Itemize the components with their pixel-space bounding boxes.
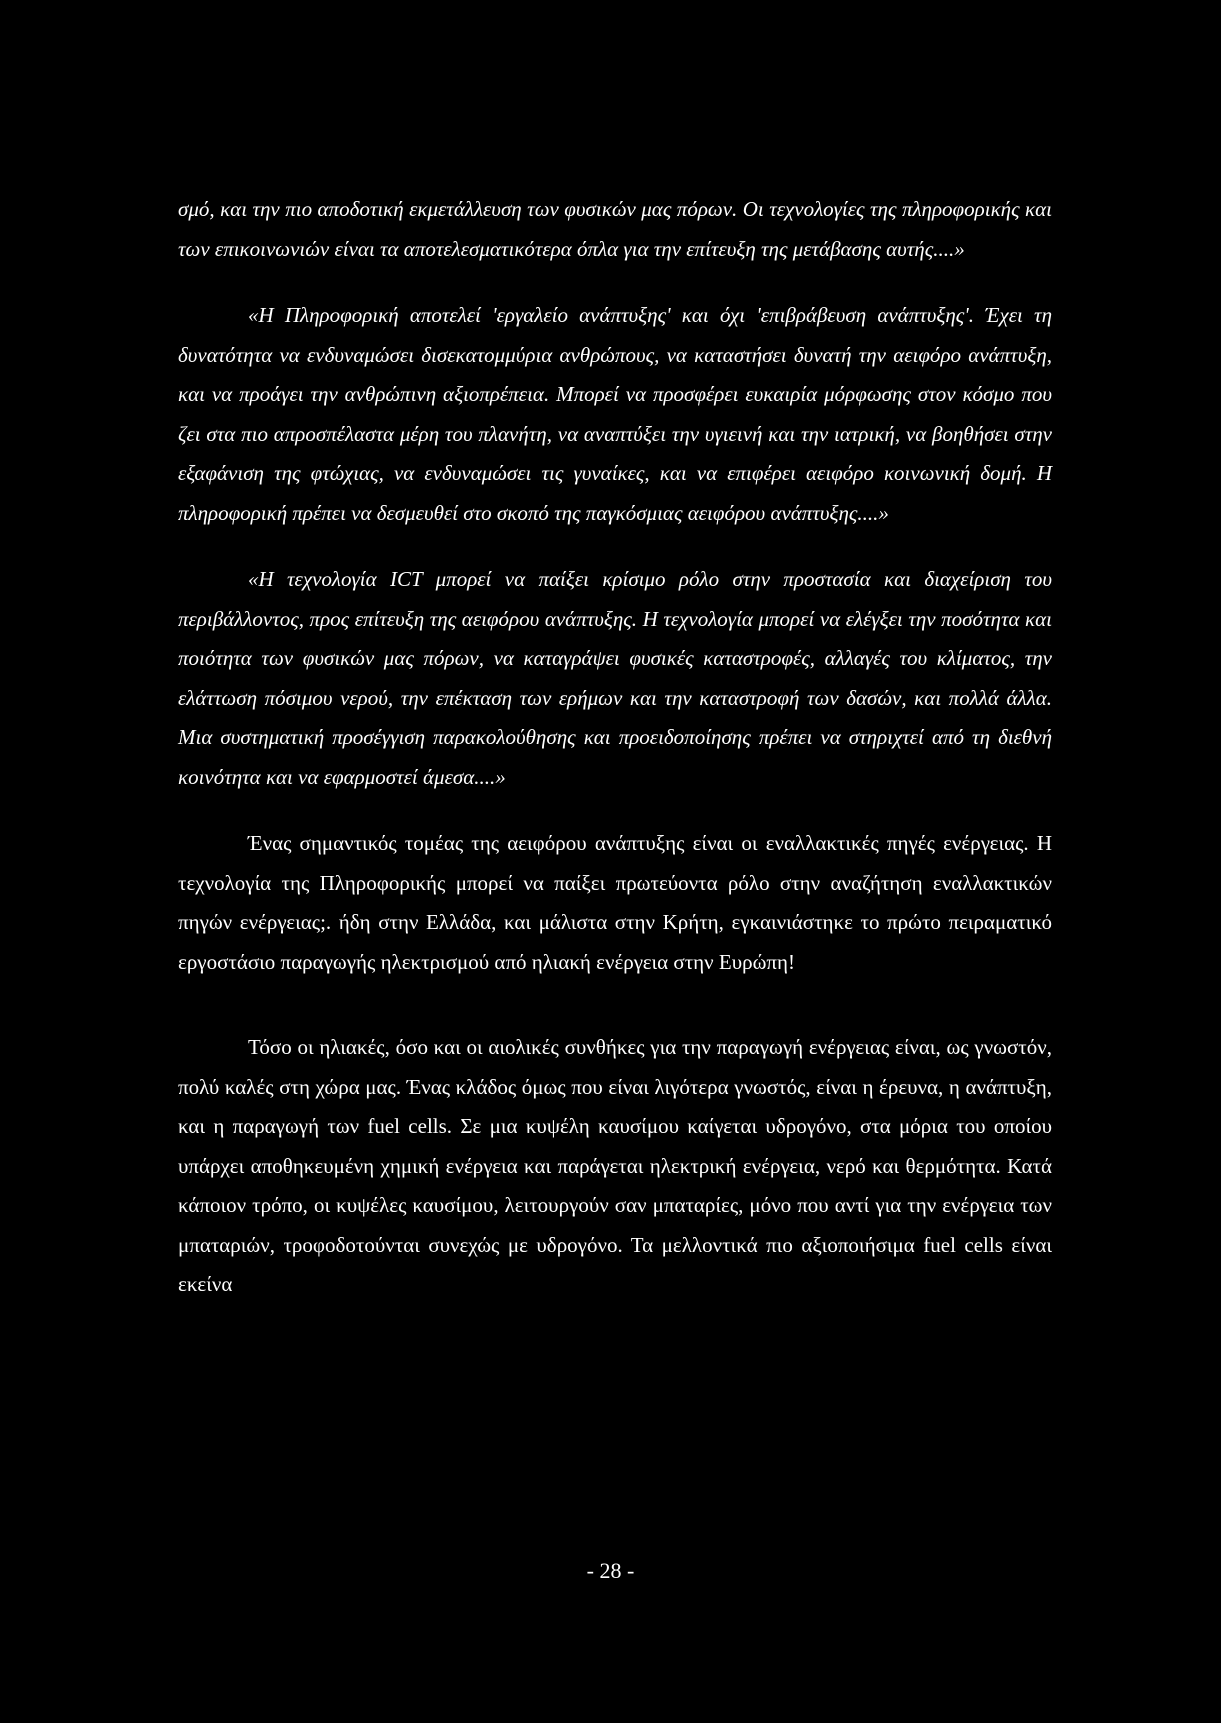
quote-paragraph-continued: σμό, και την πιο αποδοτική εκμετάλλευση των φυσικών μας πόρων. Οι τεχνολογίες της πληροφορικής και των επικοινωνιών είναι τα αποτελεσματικότερα όπλα για την επίτευξη της μετάβασης αυτής....» <box>178 197 1052 261</box>
body-paragraph-fuel-cells: Τόσο οι ηλιακές, όσο και οι αιολικές συνθήκες για την παραγωγή ενέργειας είναι, ως γνωστόν, πολύ καλές στη χώρα μας. Ένας κλάδος όμως που είναι λιγότερα γνωστός, είναι η έρευνα, η ανάπτυξη, και η παραγωγή των fuel cells. Σε μια κυψέλη καυσίμου καίγεται υδρογόνο, στα μόρια του οποίου υπάρχει αποθηκευμένη χημική ενέργεια και παράγεται ηλεκτρική ενέργεια, νερό και θερμότητα. Κατά κάποιον τρόπο, οι κυψέλες καυσίμου, λειτουργούν σαν μπαταρίες, μόνο που αντί για την ενέργεια των μπαταριών, τροφοδοτούνται συνεχώς με υδρογόνο. Τα μελλοντικά πιο αξιοποιήσιμα fuel cells είναι εκείνα <box>178 1035 1052 1296</box>
quote-paragraph-informatics-development: «Η Πληροφορική αποτελεί 'εργαλείο ανάπτυξης' και όχι 'επιβράβευση ανάπτυξης'. Έχει τη δυνατότητα να ενδυναμώσει δισεκατομμύρια ανθρώπους, να καταστήσει δυνατή την αειφόρο ανάπτυξη, και να προάγει την ανθρώπινη αξιοπρέπεια. Μπορεί να προσφέρει ευκαιρία μόρφωσης στον κόσμο που ζει στα πιο απροσπέλαστα μέρη του πλανήτη, να αναπτύξει την υγιεινή και την ιατρική, να βοηθήσει στην εξαφάνιση της φτώχιας, να ενδυναμώσει τις γυναίκες, και να επιφέρει αειφόρο κοινωνική δομή. Η πληροφορική πρέπει να δεσμευθεί στο σκοπό της παγκόσμιας αειφόρου ανάπτυξης....» <box>178 303 1052 525</box>
body-paragraph-alternative-energy: Ένας σημαντικός τομέας της αειφόρου ανάπτυξης είναι οι εναλλακτικές πηγές ενέργειας. Η τεχνολογία της Πληροφορικής μπορεί να παίξει πρωτεύοντα ρόλο στην αναζήτηση εναλλακτικών πηγών ενέργειας;. ήδη στην Ελλάδα, και μάλιστα στην Κρήτη, εγκαινιάστηκε το πρώτο πειραματικό εργοστάσιο παραγωγής ηλεκτρισμού από ηλιακή ενέργεια στην Ευρώπη! <box>178 831 1052 974</box>
quote-paragraph-ict-environment: «Η τεχνολογία ICT μπορεί να παίξει κρίσιμο ρόλο στην προστασία και διαχείριση του περιβάλλοντος, προς επίτευξη της αειφόρου ανάπτυξης. Η τεχνολογία μπορεί να ελέγξει την ποσότητα και ποιότητα των φυσικών μας πόρων, να καταγράψει φυσικές καταστροφές, αλλαγές του κλίματος, την ελάττωση πόσιμου νερού, την επέκταση των ερήμων και την καταστροφή των δασών, και πολλά άλλα. Μια συστηματική προσέγγιση παρακολούθησης και προειδοποίησης πρέπει να στηριχτεί από τη διεθνή κοινότητα και να εφαρμοστεί άμεσα....» <box>178 567 1052 789</box>
page-number: - 28 - <box>586 1558 635 1583</box>
document-page <box>178 190 1052 1305</box>
